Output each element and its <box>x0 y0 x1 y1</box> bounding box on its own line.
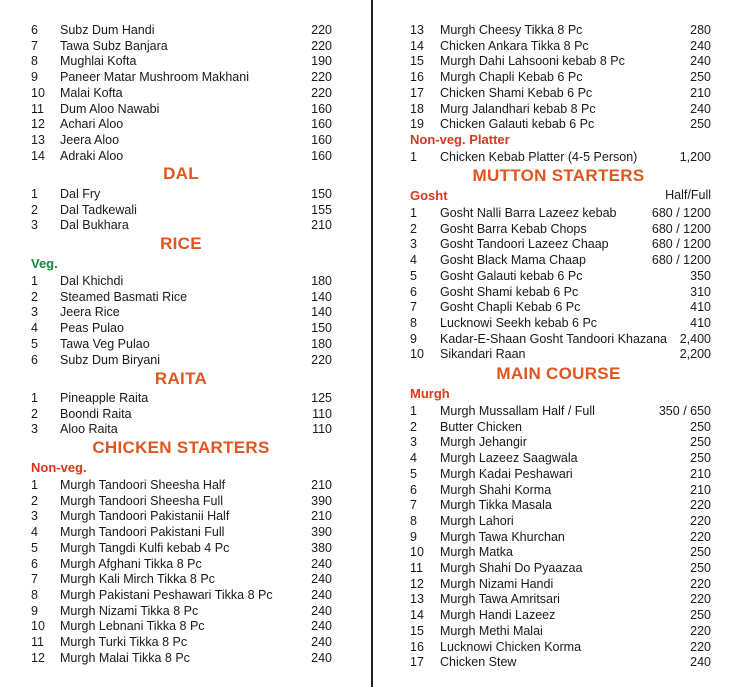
item-price: 2,400 <box>679 331 711 346</box>
item-number: 6 <box>31 352 38 367</box>
item-name: Subz Dum Handi <box>60 23 155 37</box>
menu-item-row <box>410 331 711 347</box>
item-number: 5 <box>410 466 417 481</box>
item-number: 10 <box>31 85 45 100</box>
item-price: 240 <box>311 603 332 618</box>
item-number: 1 <box>31 478 38 492</box>
menu-item-row <box>31 202 332 218</box>
section-subheading: Gosht <box>410 188 448 203</box>
menu-item-row <box>31 217 332 233</box>
item-number: 8 <box>410 513 417 528</box>
menu-item-row <box>31 556 332 572</box>
menu-item-row <box>410 252 711 268</box>
menu-item-row <box>31 524 332 540</box>
item-price: 220 <box>690 498 711 513</box>
item-name: Murgh Turki Tikka 8 Pc <box>60 635 188 649</box>
section-heading: RICE <box>160 234 202 253</box>
item-name: Butter Chicken <box>440 419 522 434</box>
item-price: 210 <box>690 85 711 100</box>
item-name: Gosht Tandoori Lazeez Chaap <box>440 237 609 252</box>
item-name: Murgh Tawa Khurchan <box>440 529 565 544</box>
item-price: 2,200 <box>679 347 711 362</box>
half-full-label: Half/Full <box>665 188 711 202</box>
item-number: 8 <box>31 54 38 69</box>
item-price: 220 <box>690 529 711 544</box>
item-name: Murgh Chapli Kebab 6 Pc <box>440 70 583 85</box>
menu-item-row <box>31 618 332 634</box>
item-price: 250 <box>690 545 711 560</box>
item-name: Steamed Basmati Rice <box>60 289 188 304</box>
item-price: 240 <box>311 587 332 602</box>
item-price: 140 <box>311 305 332 320</box>
item-price: 220 <box>690 592 711 607</box>
item-number: 1 <box>31 187 38 201</box>
item-number: 16 <box>410 70 424 85</box>
menu-item-row <box>31 69 332 85</box>
item-name: Subz Dum Biryani <box>60 352 161 367</box>
item-number: 5 <box>410 268 417 283</box>
item-price: 250 <box>690 70 711 85</box>
item-number: 4 <box>410 253 417 268</box>
item-number: 11 <box>31 101 44 116</box>
item-name: Tawa Veg Pulao <box>60 336 150 351</box>
menu-item-row <box>410 639 711 655</box>
menu-item-row <box>410 466 711 482</box>
section-heading: CHICKEN STARTERS <box>92 438 270 457</box>
item-number: 2 <box>410 221 417 236</box>
item-name: Murgh Lebnani Tikka 8 Pc <box>60 619 205 634</box>
item-price: 160 <box>311 117 332 132</box>
item-number: 14 <box>31 148 45 163</box>
item-price: 350 <box>690 268 711 283</box>
item-number: 13 <box>410 592 424 607</box>
item-price: 380 <box>311 540 332 555</box>
item-number: 6 <box>410 284 417 299</box>
item-name: Lucknowi Chicken Korma <box>440 639 582 654</box>
menu-item-row <box>31 650 332 666</box>
item-number: 1 <box>31 391 38 405</box>
item-name: Murgh Kadai Peshawari <box>440 466 573 481</box>
item-number: 7 <box>410 300 417 315</box>
item-price: 210 <box>690 482 711 497</box>
item-number: 9 <box>31 70 38 85</box>
menu-item-row <box>31 571 332 587</box>
menu-item-row <box>410 544 711 560</box>
item-price: 410 <box>690 315 711 330</box>
item-number: 1 <box>410 150 417 164</box>
menu-item-row <box>31 116 332 132</box>
item-name: Sikandari Raan <box>440 347 526 362</box>
menu-item-row <box>31 352 332 368</box>
item-price: 390 <box>311 493 332 508</box>
item-number: 8 <box>31 587 38 602</box>
item-number: 4 <box>31 525 38 540</box>
item-name: Dal Tadkewali <box>60 202 137 217</box>
item-number: 8 <box>410 315 417 330</box>
item-name: Dum Aloo Nawabi <box>60 101 160 116</box>
item-number: 5 <box>31 336 38 351</box>
item-name: Chicken Ankara Tikka 8 Pc <box>440 38 589 53</box>
item-number: 3 <box>31 509 38 524</box>
item-number: 3 <box>410 237 417 252</box>
item-number: 3 <box>31 422 38 437</box>
item-number: 6 <box>31 556 38 571</box>
item-name: Murgh Methi Malai <box>440 623 543 638</box>
item-number: 2 <box>31 202 38 217</box>
menu-item-row <box>410 85 711 101</box>
item-price: 240 <box>311 556 332 571</box>
item-name: Dal Khichdi <box>60 274 124 288</box>
item-name: Murgh Handi Lazeez <box>440 608 556 623</box>
menu-item-row <box>31 477 332 493</box>
item-number: 15 <box>410 623 424 638</box>
menu-item-row <box>410 434 711 450</box>
item-number: 3 <box>410 435 417 450</box>
menu-item-row <box>410 560 711 576</box>
item-price: 250 <box>690 561 711 575</box>
item-name: Murgh Tikka Masala <box>440 498 552 513</box>
menu-item-row <box>31 186 332 202</box>
menu-item-row <box>31 634 332 650</box>
menu-item-row <box>410 284 711 300</box>
item-name: Murgh Tandoori Pakistanii Half <box>60 509 230 524</box>
item-name: Tawa Subz Banjara <box>60 38 168 53</box>
item-number: 13 <box>31 132 45 147</box>
item-name: Murgh Shahi Do Pyaazaa <box>440 561 583 575</box>
menu-item-row <box>410 69 711 85</box>
menu-item-row <box>410 205 711 221</box>
menu-item-row <box>31 336 332 352</box>
item-number: 10 <box>410 545 424 560</box>
item-number: 15 <box>410 54 424 69</box>
item-price: 220 <box>311 23 332 37</box>
menu-item-row <box>31 320 332 336</box>
item-name: Murgh Jehangir <box>440 435 527 450</box>
item-price: 310 <box>690 284 711 299</box>
item-name: Murgh Tandoori Pakistani Full <box>60 525 225 540</box>
section-heading: DAL <box>163 164 199 183</box>
section-heading: MUTTON STARTERS <box>472 166 645 185</box>
item-name: Murgh Afghani Tikka 8 Pc <box>60 556 202 571</box>
menu-item-row <box>31 304 332 320</box>
item-price: 220 <box>311 70 332 85</box>
menu-item-row <box>410 53 711 69</box>
item-name: Murgh Kali Mirch Tikka 8 Pc <box>60 572 215 587</box>
menu-item-row <box>410 116 711 132</box>
menu-item-row <box>31 421 332 437</box>
item-price: 240 <box>311 619 332 634</box>
item-name: Gosht Chapli Kebab 6 Pc <box>440 300 581 315</box>
item-number: 3 <box>31 305 38 320</box>
item-name: Peas Pulao <box>60 321 124 336</box>
item-number: 2 <box>31 493 38 508</box>
item-price: 210 <box>311 218 332 233</box>
menu-item-row <box>410 403 711 419</box>
item-number: 1 <box>410 206 417 220</box>
item-number: 6 <box>31 23 38 37</box>
item-price: 240 <box>311 572 332 587</box>
menu-item-row <box>31 38 332 54</box>
item-price: 155 <box>311 202 332 217</box>
item-name: Dal Fry <box>60 187 101 201</box>
item-price: 210 <box>690 466 711 481</box>
item-name: Gosht Barra Kebab Chops <box>440 221 587 236</box>
item-price: 110 <box>312 406 332 421</box>
item-number: 2 <box>31 289 38 304</box>
menu-item-row <box>410 623 711 639</box>
item-name: Jeera Aloo <box>60 132 120 147</box>
item-price: 110 <box>312 422 332 437</box>
item-name: Gosht Nalli Barra Lazeez kebab <box>440 206 617 220</box>
item-price: 220 <box>690 513 711 528</box>
item-price: 1,200 <box>679 150 711 164</box>
menu-item-row <box>410 315 711 331</box>
item-price: 210 <box>311 478 332 492</box>
item-name: Murgh Nizami Tikka 8 Pc <box>60 603 199 618</box>
item-number: 13 <box>410 23 424 37</box>
item-name: Murgh Malai Tikka 8 Pc <box>60 650 190 665</box>
item-price: 240 <box>690 101 711 116</box>
item-name: Murgh Pakistani Peshawari Tikka 8 Pc <box>60 587 273 602</box>
item-number: 1 <box>410 404 417 418</box>
section-subheading: Murgh <box>410 386 450 401</box>
menu-item-row <box>410 576 711 592</box>
item-price: 240 <box>311 635 332 649</box>
item-number: 2 <box>410 419 417 434</box>
menu-item-row <box>31 540 332 556</box>
item-price: 250 <box>690 451 711 466</box>
menu-item-row <box>410 22 711 38</box>
item-number: 12 <box>31 650 45 665</box>
item-number: 9 <box>410 331 417 346</box>
item-number: 11 <box>31 635 44 649</box>
item-name: Jeera Rice <box>60 305 120 320</box>
item-name: Chicken Stew <box>440 655 517 670</box>
item-name: Murgh Dahi Lahsooni kebab 8 Pc <box>440 54 625 69</box>
item-price: 220 <box>690 623 711 638</box>
item-price: 210 <box>311 509 332 524</box>
item-number: 9 <box>31 603 38 618</box>
item-name: Chicken Galauti kebab 6 Pc <box>440 117 595 132</box>
item-name: Paneer Matar Mushroom Makhani <box>60 70 249 85</box>
item-price: 220 <box>311 352 332 367</box>
item-price: 240 <box>311 650 332 665</box>
item-name: Aloo Raita <box>60 422 118 437</box>
section-heading: RAITA <box>154 369 208 388</box>
menu-item-row <box>410 419 711 435</box>
item-name: Pineapple Raita <box>60 391 149 405</box>
item-name: Murgh Tawa Amritsari <box>440 592 560 607</box>
item-name: Murgh Lahori <box>440 513 514 528</box>
item-name: Achari Aloo <box>60 117 124 132</box>
menu-item-row <box>410 149 711 165</box>
item-price: 160 <box>311 148 332 163</box>
menu-item-row <box>31 273 332 289</box>
item-number: 18 <box>410 101 424 116</box>
item-name: Murgh Nizami Handi <box>440 576 554 591</box>
menu-item-row <box>410 346 711 362</box>
item-price: 125 <box>311 391 332 405</box>
item-price: 410 <box>690 300 711 315</box>
item-name: Lucknowi Seekh kebab 6 Pc <box>440 315 598 330</box>
item-number: 19 <box>410 117 424 132</box>
item-name: Boondi Raita <box>60 406 132 421</box>
item-number: 5 <box>31 540 38 555</box>
section-subheading: Non-veg. Platter <box>410 132 510 147</box>
item-price: 150 <box>311 321 332 336</box>
item-price: 250 <box>690 608 711 623</box>
item-price: 220 <box>311 85 332 100</box>
menu-item-row <box>410 482 711 498</box>
section-heading: MAIN COURSE <box>496 364 621 383</box>
item-name: Murgh Matka <box>440 545 513 560</box>
item-price: 390 <box>311 525 332 540</box>
item-price: 140 <box>311 289 332 304</box>
item-number: 11 <box>410 561 423 575</box>
item-price: 180 <box>311 274 332 288</box>
item-number: 1 <box>31 274 38 288</box>
item-name: Murgh Tangdi Kulfi kebab 4 Pc <box>60 540 230 555</box>
item-name: Chicken Shami Kebab 6 Pc <box>440 85 593 100</box>
item-name: Dal Bukhara <box>60 218 129 233</box>
item-name: Malai Kofta <box>60 85 123 100</box>
item-name: Murgh Tandoori Sheesha Half <box>60 478 226 492</box>
item-number: 10 <box>410 347 424 362</box>
item-price: 680 / 1200 <box>651 221 711 236</box>
item-number: 10 <box>31 619 45 634</box>
menu-item-row <box>410 529 711 545</box>
menu-item-row <box>31 508 332 524</box>
menu-item-row <box>31 493 332 509</box>
item-number: 12 <box>410 576 424 591</box>
menu-item-row <box>31 101 332 117</box>
menu-item-row <box>410 591 711 607</box>
menu-item-row <box>31 53 332 69</box>
item-price: 190 <box>311 54 332 69</box>
item-name: Murgh Cheesy Tikka 8 Pc <box>440 23 583 37</box>
item-number: 12 <box>31 117 45 132</box>
column-divider <box>371 0 373 687</box>
item-price: 240 <box>690 655 711 670</box>
menu-item-row <box>31 289 332 305</box>
item-number: 7 <box>31 572 38 587</box>
item-price: 150 <box>311 187 332 201</box>
item-price: 240 <box>690 38 711 53</box>
menu-item-row <box>410 38 711 54</box>
menu-item-row <box>31 603 332 619</box>
item-number: 7 <box>31 38 38 53</box>
item-price: 220 <box>690 576 711 591</box>
item-name: Gosht Galauti kebab 6 Pc <box>440 268 583 283</box>
item-price: 250 <box>690 117 711 132</box>
item-price: 350 / 650 <box>658 404 711 418</box>
menu-item-row <box>410 607 711 623</box>
menu-item-row <box>410 268 711 284</box>
item-name: Murgh Tandoori Sheesha Full <box>60 493 224 508</box>
section-subheading: Veg. <box>31 256 58 271</box>
item-price: 220 <box>311 38 332 53</box>
item-price: 220 <box>690 639 711 654</box>
menu-item-row <box>31 22 332 38</box>
menu-item-row <box>410 299 711 315</box>
item-name: Adraki Aloo <box>60 148 124 163</box>
item-number: 6 <box>410 482 417 497</box>
item-price: 280 <box>690 23 711 37</box>
item-name: Murgh Mussallam Half / Full <box>440 404 595 418</box>
item-number: 14 <box>410 608 424 623</box>
item-number: 4 <box>410 451 417 466</box>
menu-item-row <box>410 450 711 466</box>
menu-item-row <box>31 406 332 422</box>
item-price: 680 / 1200 <box>651 253 711 268</box>
item-price: 250 <box>690 435 711 450</box>
item-number: 17 <box>410 655 424 670</box>
menu-item-row <box>410 221 711 237</box>
item-number: 3 <box>31 218 38 233</box>
menu-item-row <box>31 390 332 406</box>
item-price: 160 <box>311 101 332 116</box>
menu-item-row <box>410 101 711 117</box>
menu-item-row <box>410 654 711 670</box>
item-price: 680 / 1200 <box>651 206 711 220</box>
item-name: Gosht Shami kebab 6 Pc <box>440 284 579 299</box>
item-name: Murgh Lazeez Saagwala <box>440 451 578 466</box>
section-subheading: Non-veg. <box>31 460 87 475</box>
item-name: Kadar-E-Shaan Gosht Tandoori Khazana <box>440 331 668 346</box>
item-number: 14 <box>410 38 424 53</box>
item-price: 250 <box>690 419 711 434</box>
menu-item-row <box>410 236 711 252</box>
item-number: 7 <box>410 498 417 513</box>
item-price: 240 <box>690 54 711 69</box>
item-name: Mughlai Kofta <box>60 54 137 69</box>
item-price: 680 / 1200 <box>651 237 711 252</box>
item-price: 160 <box>311 132 332 147</box>
item-name: Murgh Shahi Korma <box>440 482 552 497</box>
item-number: 17 <box>410 85 424 100</box>
item-name: Murg Jalandhari kebab 8 Pc <box>440 101 596 116</box>
item-number: 2 <box>31 406 38 421</box>
item-number: 9 <box>410 529 417 544</box>
menu-item-row <box>31 148 332 164</box>
item-number: 4 <box>31 321 38 336</box>
item-name: Chicken Kebab Platter (4-5 Person) <box>440 150 638 164</box>
menu-item-row <box>31 85 332 101</box>
item-number: 16 <box>410 639 424 654</box>
item-price: 180 <box>311 336 332 351</box>
menu-item-row <box>31 132 332 148</box>
item-name: Gosht Black Mama Chaap <box>440 253 586 268</box>
menu-item-row <box>410 513 711 529</box>
menu-item-row <box>410 497 711 513</box>
menu-item-row <box>31 587 332 603</box>
